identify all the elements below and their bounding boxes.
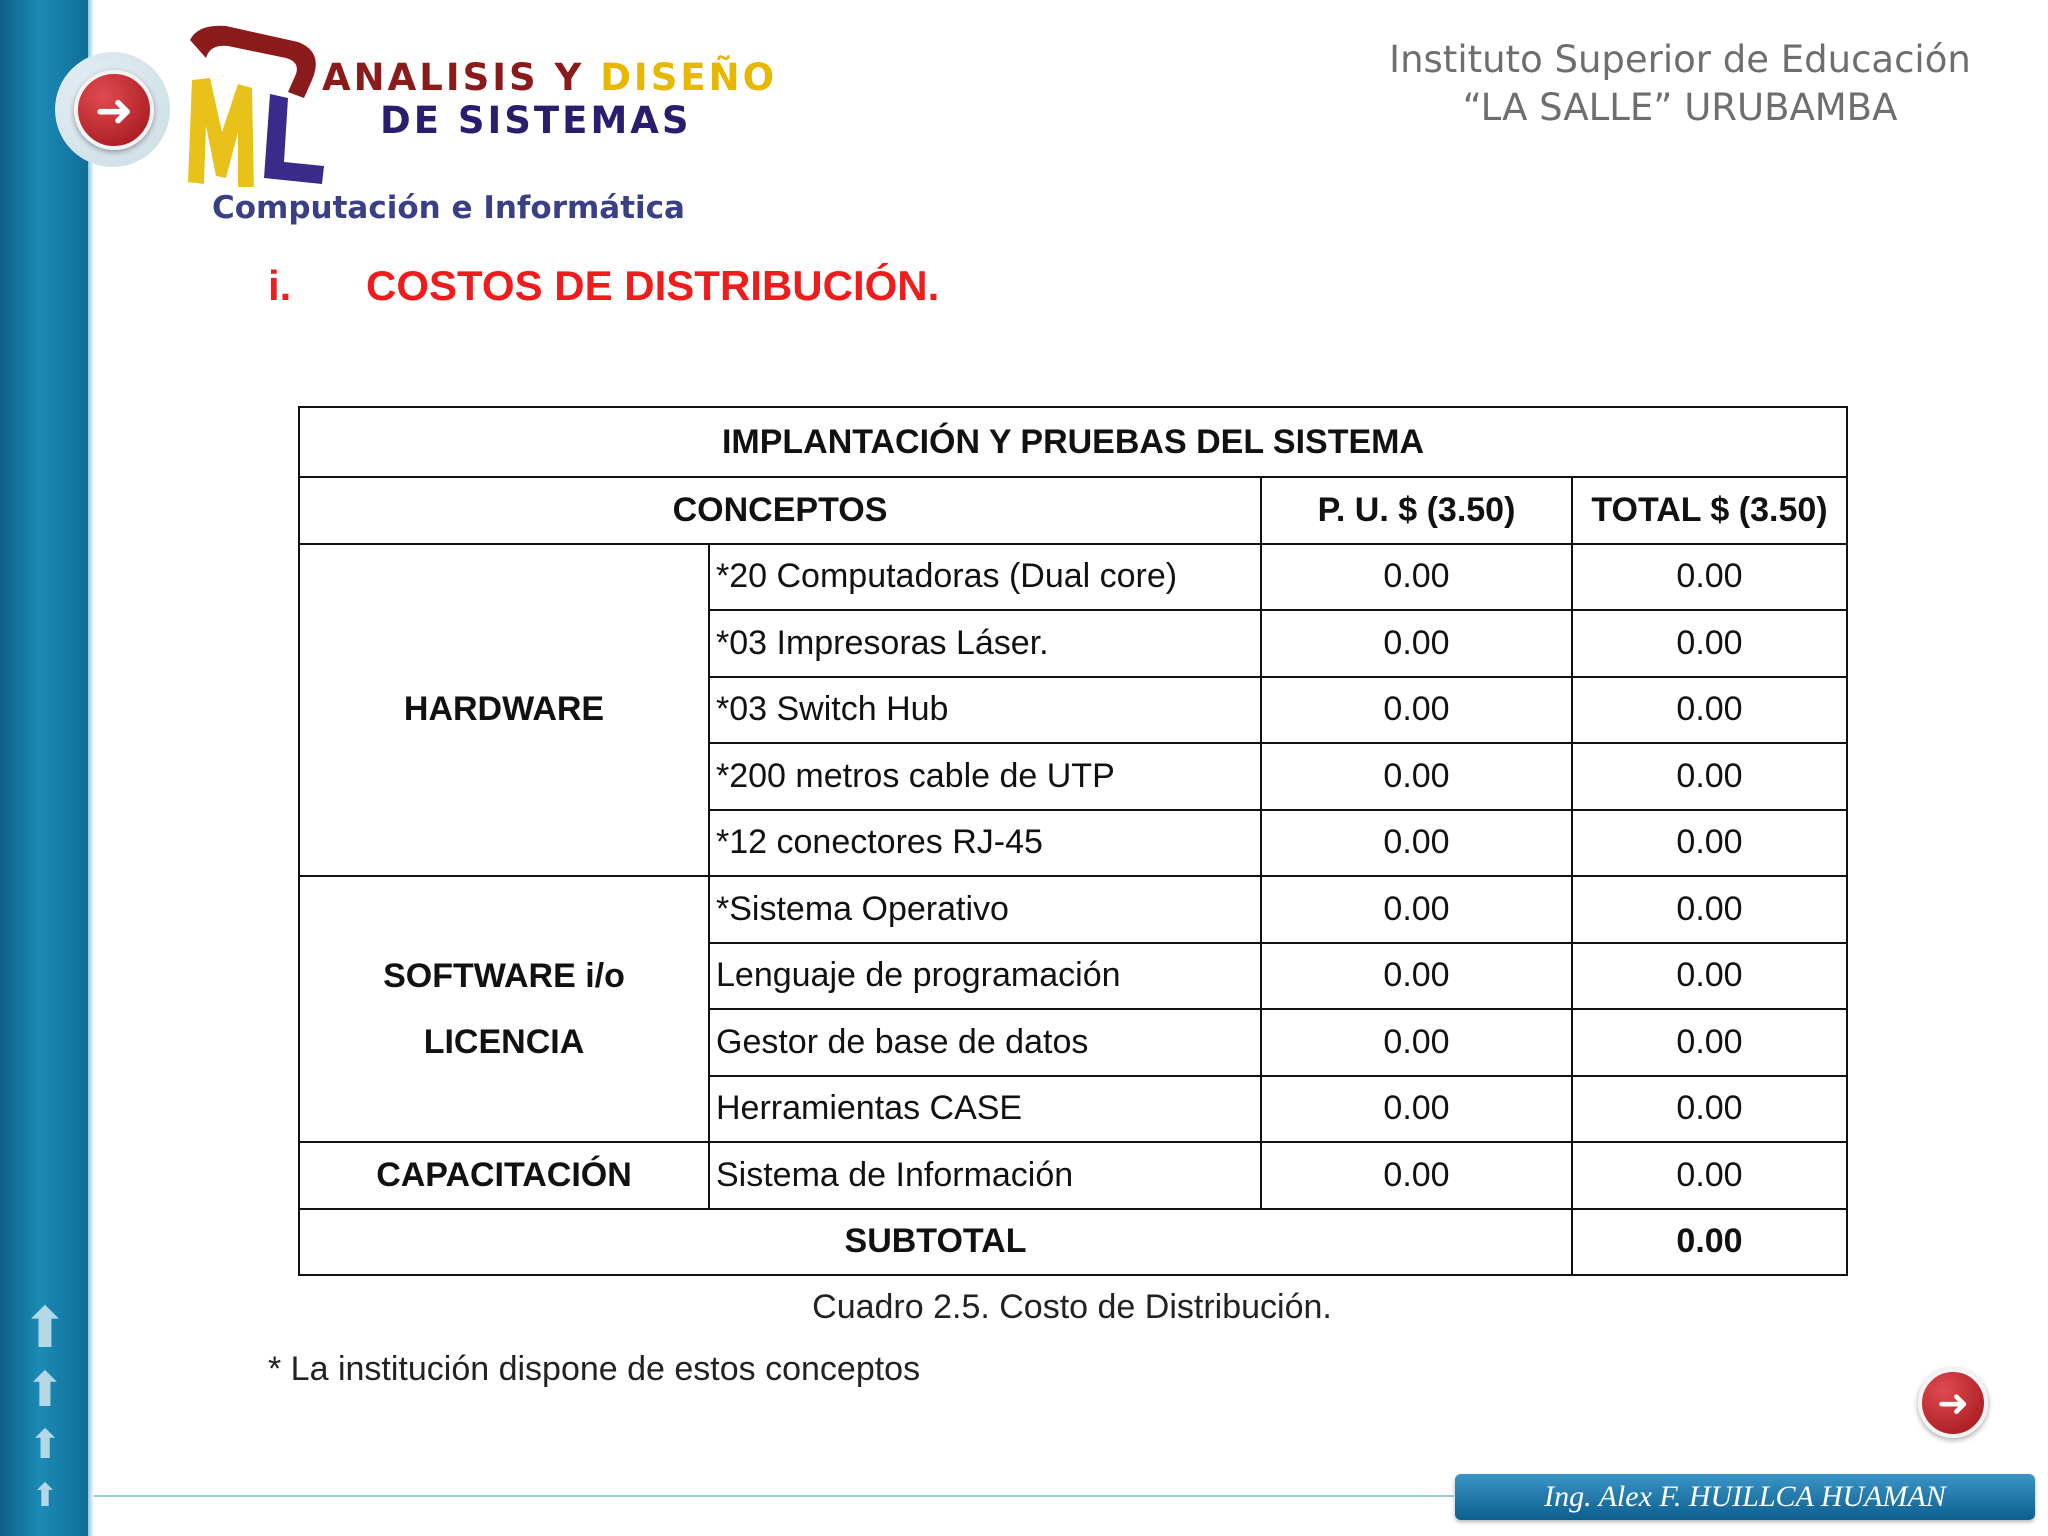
institute-line1: Instituto Superior de Educación <box>1389 38 1971 81</box>
subtotal-value: 0.00 <box>1572 1209 1847 1276</box>
unit-price-cell: 0.00 <box>1261 1076 1572 1143</box>
course-title-part2: DISEÑO <box>600 56 778 99</box>
table-title-row <box>299 407 1847 477</box>
arrow-up-icon: ⬆ <box>24 1362 66 1418</box>
cost-table <box>298 406 1848 1276</box>
table-caption: Cuadro 2.5. Costo de Distribución. <box>812 1288 1332 1326</box>
concept-cell: *12 conectores RJ-45 <box>709 810 1261 877</box>
header-total: TOTAL $ (3.50) <box>1572 477 1847 544</box>
unit-price-cell: 0.00 <box>1261 610 1572 677</box>
concept-cell: Gestor de base de datos <box>709 1009 1261 1076</box>
concept-cell: *03 Impresoras Láser. <box>709 610 1261 677</box>
course-subtitle: Computación e Informática <box>212 190 685 226</box>
concept-cell: *20 Computadoras (Dual core) <box>709 544 1261 611</box>
concept-cell: *03 Switch Hub <box>709 677 1261 744</box>
arrow-up-icon: ⬆ <box>31 1476 59 1514</box>
subtotal-label: SUBTOTAL <box>299 1209 1572 1276</box>
total-cell: 0.00 <box>1572 743 1847 810</box>
arrow-up-icon: ⬆ <box>28 1422 62 1468</box>
subtotal-row <box>299 1209 1847 1276</box>
unit-price-cell: 0.00 <box>1261 544 1572 611</box>
arrow-right-icon[interactable]: ➜ <box>74 70 154 150</box>
unit-price-cell: 0.00 <box>1261 943 1572 1010</box>
unit-price-cell: 0.00 <box>1261 876 1572 943</box>
author-bar: Ing. Alex F. HUILLCA HUAMAN <box>1455 1474 2035 1520</box>
table-row <box>299 544 1847 611</box>
total-cell: 0.00 <box>1572 810 1847 877</box>
category-hardware: HARDWARE <box>299 544 709 877</box>
section-heading <box>268 262 939 310</box>
header-concepts: CONCEPTOS <box>299 477 1261 544</box>
concept-cell: Sistema de Información <box>709 1142 1261 1209</box>
total-cell: 0.00 <box>1572 677 1847 744</box>
section-title: COSTOS DE DISTRIBUCIÓN. <box>366 262 940 309</box>
total-cell: 0.00 <box>1572 876 1847 943</box>
table-row <box>299 1142 1847 1209</box>
section-number: i. <box>268 262 292 309</box>
category-training: CAPACITACIÓN <box>299 1142 709 1209</box>
concept-cell: Lenguaje de programación <box>709 943 1261 1010</box>
table-header-row <box>299 477 1847 544</box>
course-title-part1: ANALISIS Y <box>322 56 585 99</box>
concept-cell: Herramientas CASE <box>709 1076 1261 1143</box>
table-title: IMPLANTACIÓN Y PRUEBAS DEL SISTEMA <box>299 407 1847 477</box>
uml-logo <box>188 22 328 187</box>
arrow-right-icon[interactable]: ➜ <box>1918 1368 1988 1438</box>
category-software-line1: SOFTWARE i/o <box>383 957 625 995</box>
total-cell: 0.00 <box>1572 943 1847 1010</box>
unit-price-cell: 0.00 <box>1261 743 1572 810</box>
institute-name <box>1310 36 2048 132</box>
total-cell: 0.00 <box>1572 1142 1847 1209</box>
left-band-shine <box>88 0 94 1536</box>
arrow-up-icon: ⬆ <box>21 1296 69 1361</box>
header-unit-price: P. U. $ (3.50) <box>1261 477 1572 544</box>
concept-cell: *200 metros cable de UTP <box>709 743 1261 810</box>
total-cell: 0.00 <box>1572 610 1847 677</box>
total-cell: 0.00 <box>1572 544 1847 611</box>
course-title-line2: DE SISTEMAS <box>380 99 692 142</box>
total-cell: 0.00 <box>1572 1076 1847 1143</box>
unit-price-cell: 0.00 <box>1261 677 1572 744</box>
institute-line2: “LA SALLE” URUBAMBA <box>1462 86 1898 129</box>
unit-price-cell: 0.00 <box>1261 810 1572 877</box>
footer-divider <box>94 1495 1454 1497</box>
total-cell: 0.00 <box>1572 1009 1847 1076</box>
footnote: * La institución dispone de estos conceptos <box>268 1350 921 1388</box>
course-title-line1 <box>322 56 777 99</box>
unit-price-cell: 0.00 <box>1261 1009 1572 1076</box>
category-software-line2: LICENCIA <box>423 1023 585 1061</box>
table-row <box>299 876 1847 943</box>
concept-cell: *Sistema Operativo <box>709 876 1261 943</box>
unit-price-cell: 0.00 <box>1261 1142 1572 1209</box>
category-software <box>299 876 709 1142</box>
